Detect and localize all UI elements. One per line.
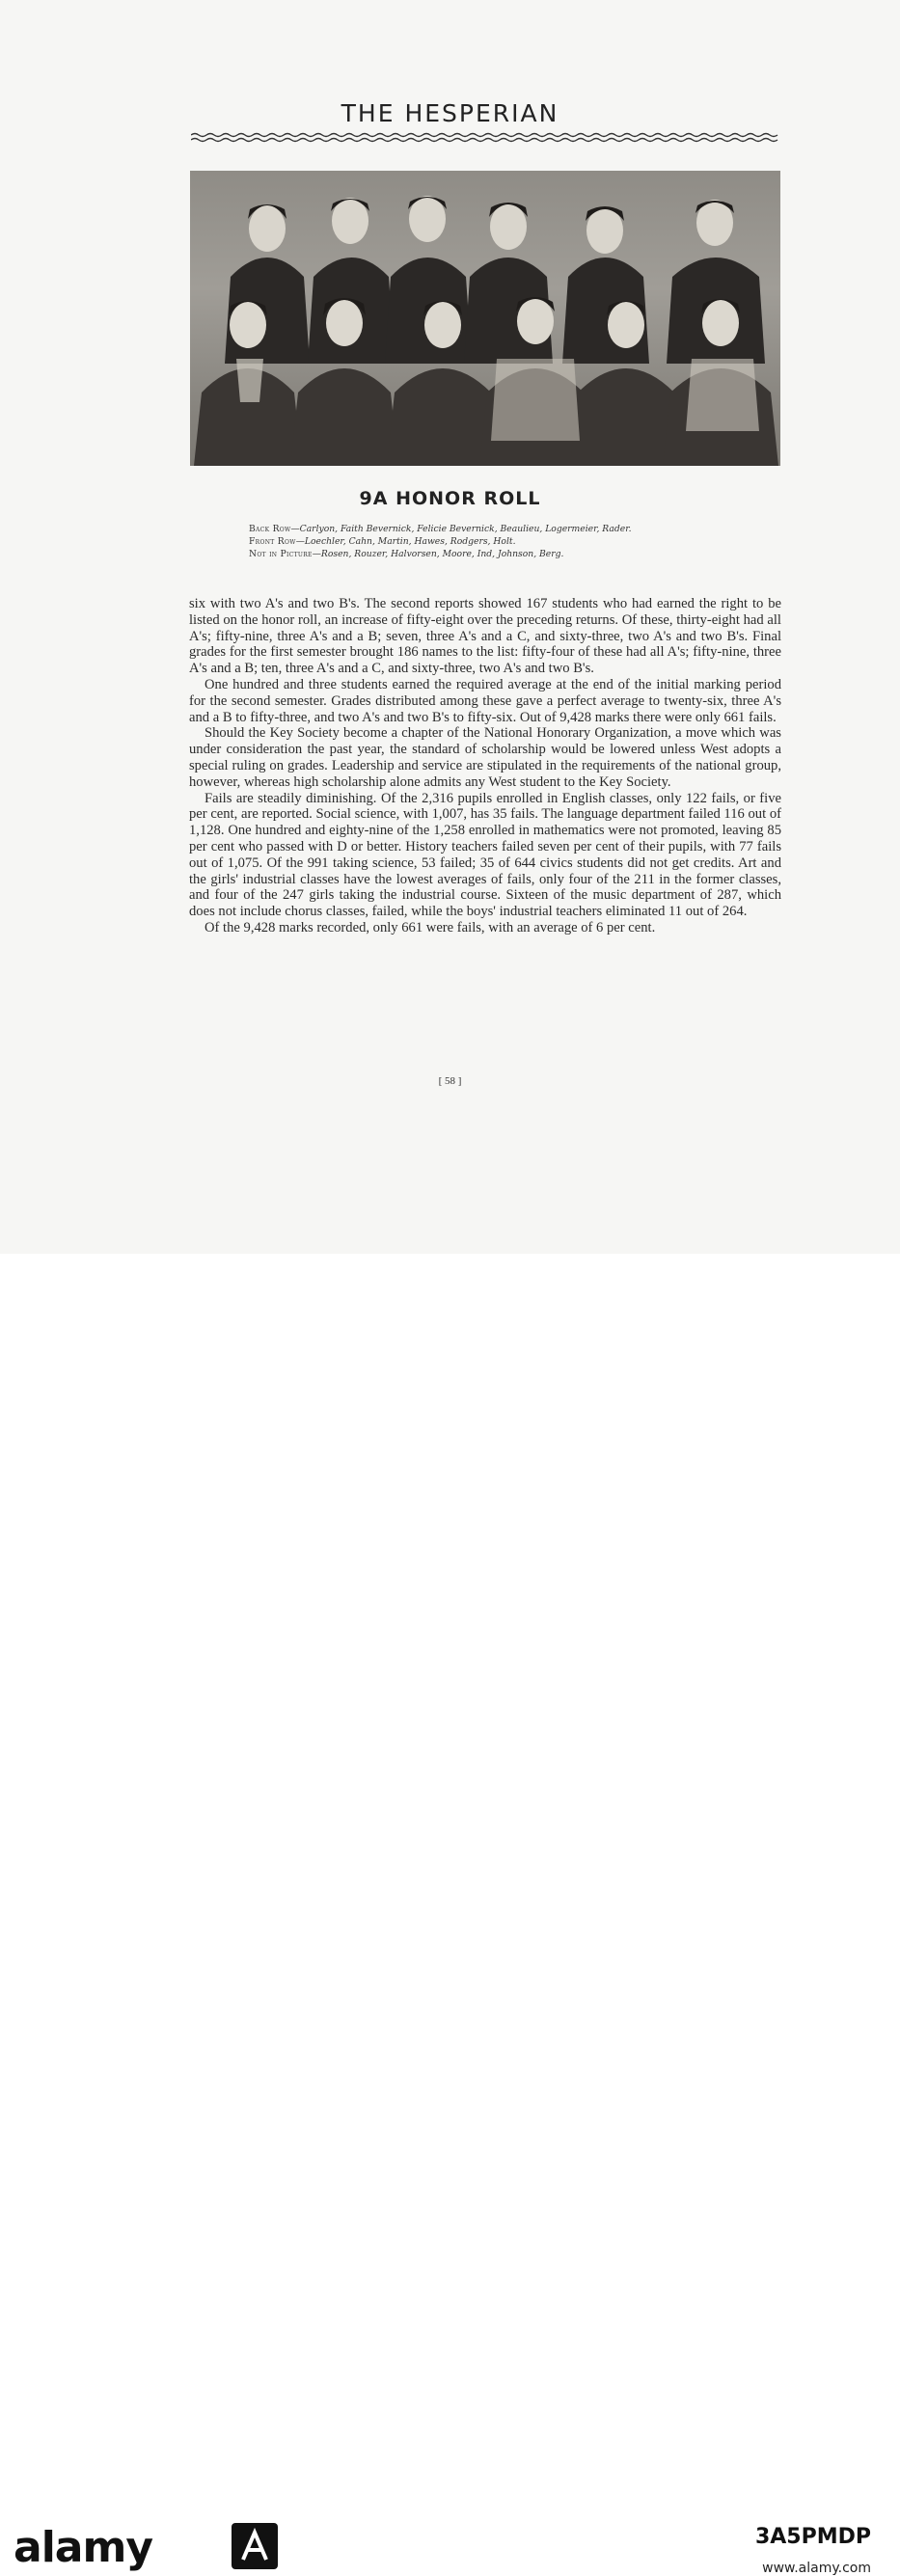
paragraph: One hundred and three students earned the required average at the end of the initial marking period for the second semester. Grades distributed among these gave a perfect average to twenty-six, three A's and a B to fifty-three, and two A's and two B's to fifty-six. Out of 9,428 marks there were only 661 fails. xyxy=(189,676,781,725)
caption-back-row: Back Row—Carlyon, Faith Bevernick, Felicie Bevernick, Beaulieu, Logermeier, Rader. xyxy=(249,524,632,534)
decorative-wave-rule xyxy=(191,132,781,144)
caption-not-in-picture: Not in Picture—Rosen, Rouzer, Halvorsen, Moore, Ind, Johnson, Berg. xyxy=(249,549,564,559)
paragraph: Should the Key Society become a chapter of the National Honorary Organization, a move which was under consideration the past year, the standard of scholarship would be lowered unless West adopts a special ruling on grades. Leadership and service are stipulated in the requirements of the national group, however, whereas high scholarship alone admits any West student to the Key Society. xyxy=(189,725,781,790)
group-photo xyxy=(190,171,780,466)
section-title: 9A HONOR ROLL xyxy=(359,488,541,509)
caption-front-row: Front Row—Loechler, Cahn, Martin, Hawes, Rodgers, Holt. xyxy=(249,536,516,547)
paragraph: Fails are steadily diminishing. Of the 2,316 pupils enrolled in English classes, only 122 fails, or five per cent, are reported. Social science, with 1,007, has 35 fails. The language department failed 116 out of 1,128. One hundred and eighty-nine of the 1,258 enrolled in mathematics were not promoted, leaving 85 per cent who passed with D or better. History teachers failed seven per cent of their pupils, with 77 fails out of 1,075. Of the 991 taking science, 53 failed; 35 of 644 civics students did not get credits. Art and the girls' industrial classes have the lowest averages of fails, only four of the 211 in the former classes, and four of the 247 girls taking the industrial course. Sixteen of the music department of 287, which does not include chorus classes, failed, while the boys' industrial teachers eliminated 11 out of 264. xyxy=(189,790,781,920)
stock-image-id: 3A5PMDP xyxy=(754,2525,871,2549)
alamy-a-icon xyxy=(230,2521,280,2571)
stock-url: www.alamy.com xyxy=(762,2561,871,2576)
brand-logo: alamy xyxy=(14,2523,152,2572)
yearbook-page xyxy=(0,0,900,1254)
photo-caption xyxy=(249,523,750,560)
paragraph: six with two A's and two B's. The second reports showed 167 students who had earned the right to be listed on the honor roll, an increase of fifty-eight over the preceding returns. Of these, thirty-eight had all A's; fifty-nine, three A's and a B; seven, three A's and a C, and sixty-three, two A's and two B's. Final grades for the first semester brought 186 names to the list: fifty-four of these had all A's; fifty-nine, three A's and a B; ten, three A's and a C, and sixty-three, two A's and two B's. xyxy=(189,596,781,677)
paragraph: Of the 9,428 marks recorded, only 661 were fails, with an average of 6 per cent. xyxy=(205,919,656,935)
group-photo-figures xyxy=(190,171,780,466)
article-body xyxy=(189,596,781,936)
watermark-footer xyxy=(0,1254,900,2576)
running-title: THE HESPERIAN xyxy=(341,99,559,127)
page-number: [ 58 ] xyxy=(438,1075,462,1087)
